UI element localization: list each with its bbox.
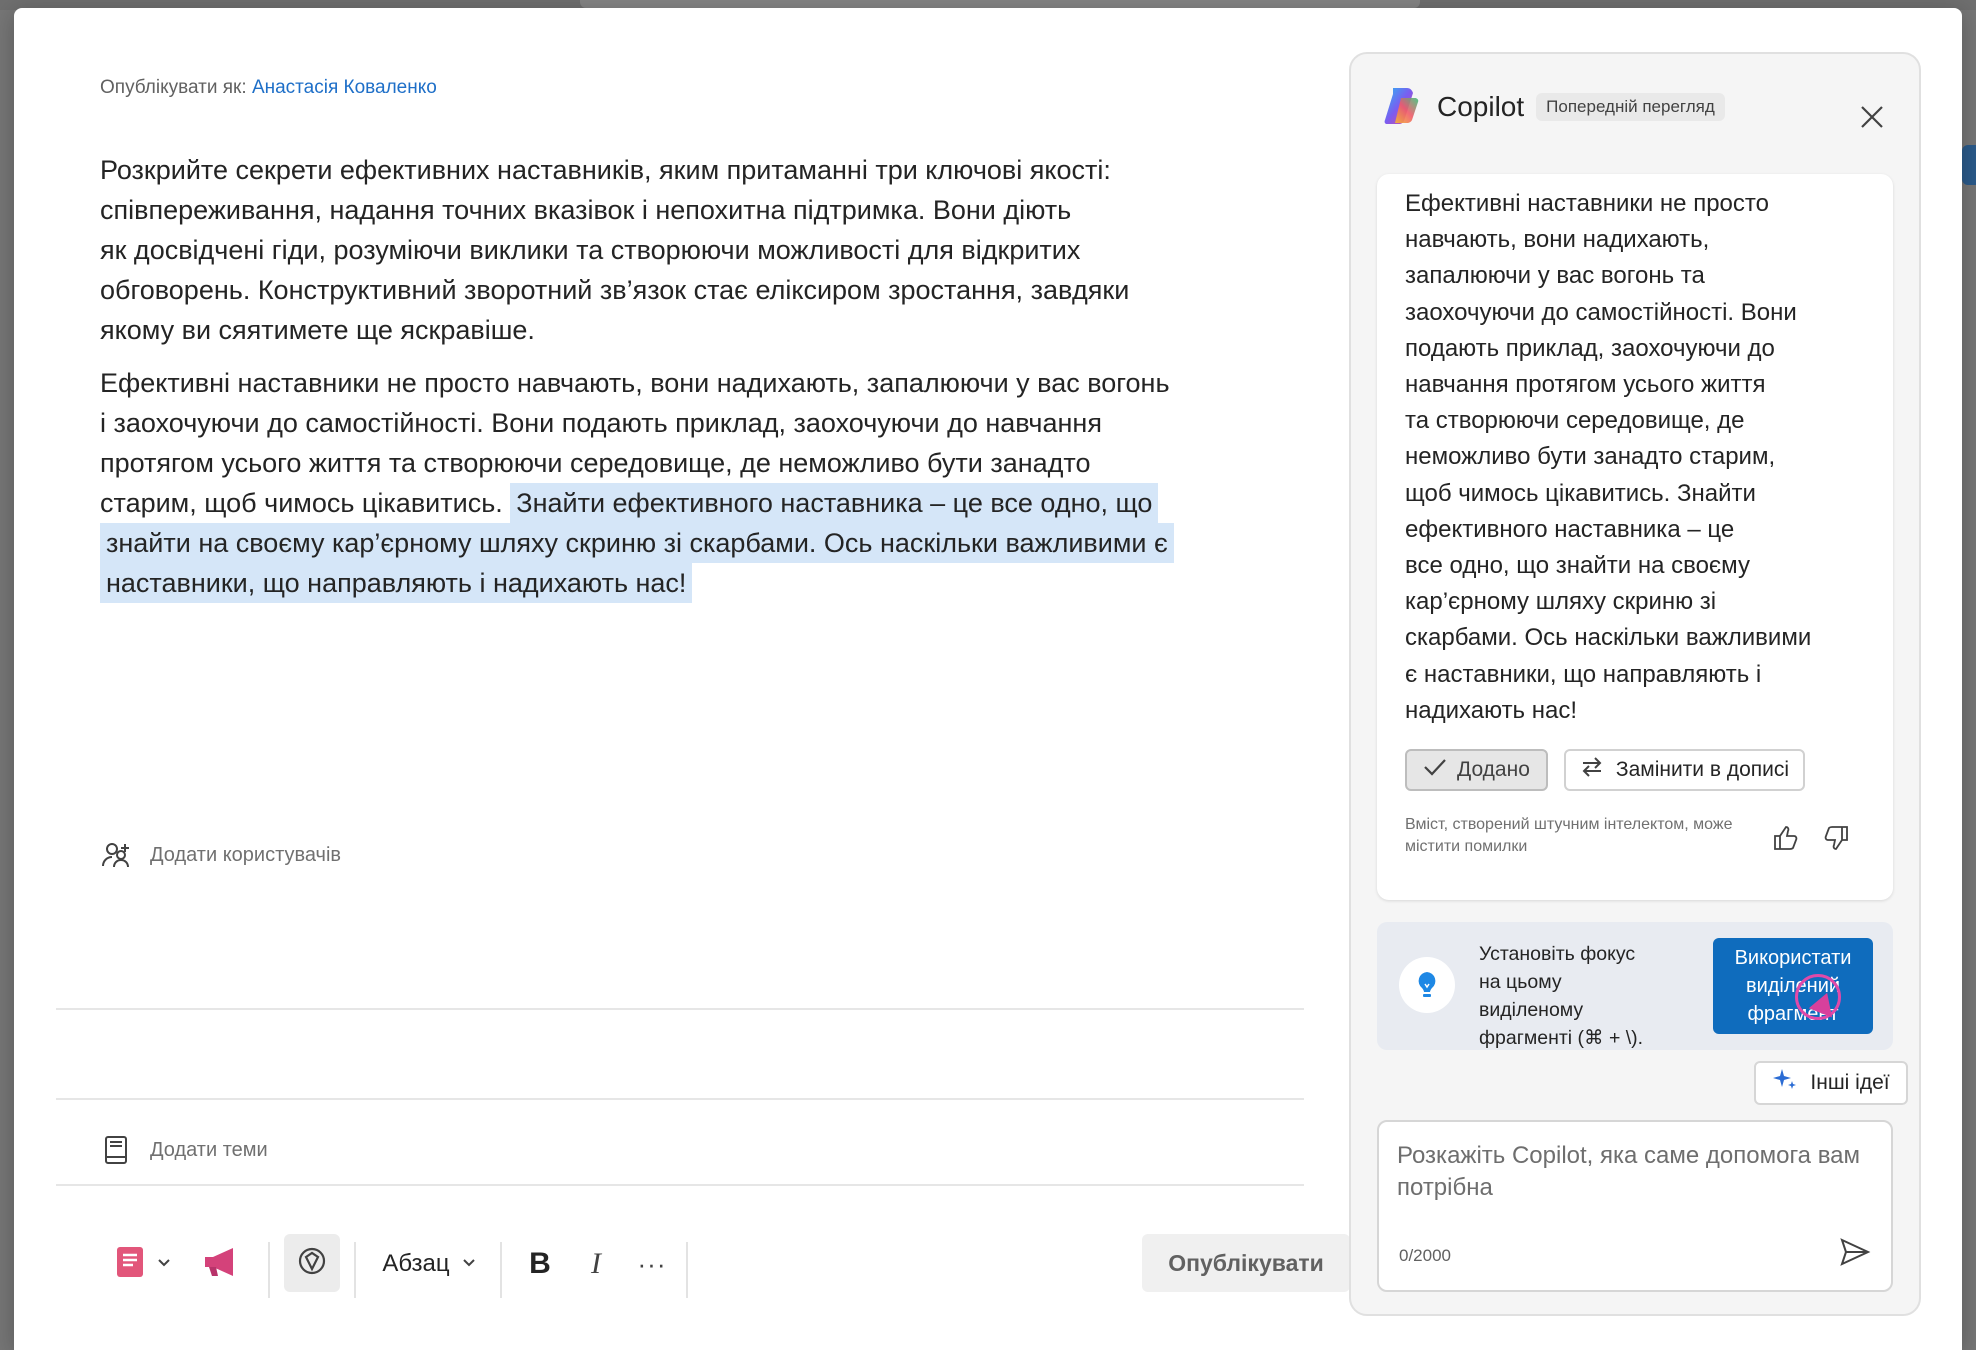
response-line: навчають, вони надихають, <box>1405 226 1710 254</box>
character-counter: 0/2000 <box>1399 1246 1451 1265</box>
send-icon <box>1839 1237 1871 1272</box>
post-type-button[interactable] <box>108 1234 178 1294</box>
add-users-label: Додати користувачів <box>150 843 342 866</box>
formatting-toolbar <box>100 1234 1324 1300</box>
copilot-header <box>1381 82 1725 132</box>
copilot-prompt-box <box>1377 1120 1893 1292</box>
send-button[interactable] <box>1835 1234 1875 1274</box>
paragraph-line: старим, щоб чимось цікавитись. <box>100 488 511 518</box>
response-line: навчання протягом усього життя <box>1405 371 1766 399</box>
use-selection-button[interactable]: Використати виділений фрагмент <box>1713 938 1873 1034</box>
ai-disclaimer: Вміст, створений штучним інтелектом, може містити помилки <box>1405 816 1733 855</box>
other-ideas-button[interactable] <box>1754 1061 1908 1105</box>
chevron-down-icon <box>157 1255 171 1273</box>
background-search-box <box>580 0 1420 8</box>
bold-button[interactable] <box>518 1234 562 1294</box>
publish-button[interactable]: Опублікувати <box>1142 1234 1350 1292</box>
copilot-pane <box>1349 52 1921 1316</box>
response-line: кар’єрному шляху скриню зі <box>1405 588 1717 616</box>
swap-arrows-icon <box>1580 755 1604 785</box>
focus-tip-text: Установіть фокус на цьому виділеному фрагменті (⌘ + \). <box>1479 943 1644 1049</box>
response-line: все одно, що знайти на своєму <box>1405 552 1750 580</box>
paragraph-line: і заохочуючи до самостійності. Вони подають приклад, заохочуючи до навчання <box>100 408 1102 438</box>
more-icon: ··· <box>637 1248 667 1279</box>
paragraph-line: протягом усього життя та створюючи середовище, де неможливо бути занадто <box>100 448 1091 478</box>
response-line: надихають нас! <box>1405 696 1577 724</box>
publish-as-line <box>100 77 437 99</box>
response-line: та створюючи середовище, де <box>1405 407 1745 435</box>
add-topics-row[interactable] <box>100 1130 268 1170</box>
added-label: Додано <box>1457 758 1530 781</box>
paragraph-line: співпереживання, надання точних вказівок і непохитна підтримка. Вони діють <box>100 195 1072 225</box>
toolbar-separator <box>500 1242 502 1298</box>
close-button[interactable] <box>1859 104 1887 132</box>
thumbs-down-icon <box>1823 839 1851 856</box>
paragraph-2[interactable] <box>100 363 1260 603</box>
chevron-down-icon <box>462 1255 476 1273</box>
preview-badge: Попередній перегляд <box>1536 93 1725 121</box>
paragraph-line: Розкрийте секрети ефективних наставників, яким притаманні три ключові якості: <box>100 155 1111 185</box>
add-users-row[interactable] <box>100 835 341 875</box>
copilot-title: Copilot <box>1437 91 1525 122</box>
post-type-icon <box>115 1245 147 1284</box>
toolbar-separator <box>268 1242 270 1298</box>
divider <box>56 1184 1304 1186</box>
copilot-icon <box>296 1245 328 1282</box>
response-line: ефективного наставника – це <box>1405 515 1735 543</box>
checkmark-icon <box>1423 757 1447 783</box>
replace-label: Замінити в дописі <box>1615 758 1790 781</box>
background-accent-tab <box>1962 145 1976 185</box>
background-right-panel <box>1962 10 1976 1350</box>
paragraph-line: Ефективні наставники не просто навчають, вони надихають, запалюючи у вас вогонь <box>100 368 1170 398</box>
response-line: заохочуючи до самостійності. Вони <box>1405 298 1797 326</box>
other-ideas-label: Інші ідеї <box>1810 1071 1890 1094</box>
italic-icon: I <box>591 1247 601 1280</box>
publish-as-label: Опублікувати як: <box>100 77 247 98</box>
author-link[interactable]: Анастасія Коваленко <box>251 77 437 98</box>
like-button[interactable] <box>1771 824 1801 854</box>
book-icon <box>100 1134 132 1166</box>
copilot-response-card <box>1377 174 1893 900</box>
paragraph-line: обговорень. Конструктивний зворотний зв’язок стає еліксиром зростання, завдяки <box>100 275 1130 305</box>
copilot-toggle-button[interactable] <box>284 1234 340 1292</box>
sparkle-icon <box>1772 1067 1798 1099</box>
paragraph-line: якому ви сяятимете ще яскравіше. <box>100 315 535 345</box>
lightbulb-icon <box>1399 957 1455 1013</box>
post-dialog <box>14 8 1962 1350</box>
divider <box>56 1098 1304 1100</box>
added-button[interactable] <box>1405 749 1548 791</box>
response-line: Ефективні наставники не просто <box>1405 190 1769 217</box>
copilot-response-text <box>1405 186 1855 729</box>
toolbar-separator <box>686 1242 688 1298</box>
response-actions <box>1405 749 1805 791</box>
replace-in-post-button[interactable] <box>1564 749 1805 791</box>
copilot-logo-icon <box>1381 84 1423 131</box>
response-line: скарбами. Ось наскільки важливими <box>1405 624 1812 652</box>
background-left-nav <box>0 10 14 1350</box>
response-line: подають приклад, заохочуючи до <box>1405 334 1775 362</box>
bold-icon: B <box>529 1247 551 1280</box>
response-line: щоб чимось цікавитись. Знайти <box>1405 479 1756 507</box>
thumbs-up-icon <box>1771 839 1799 856</box>
response-line: є наставники, що направляють і <box>1405 660 1762 688</box>
response-line: запалюючи у вас вогонь та <box>1405 262 1705 290</box>
paragraph-1[interactable] <box>100 150 1260 350</box>
close-icon <box>1859 117 1885 134</box>
focus-selection-tip <box>1377 922 1893 1050</box>
selected-text[interactable]: Знайти ефективного наставника – це все одно, що знайти на своєму кар’єрному шляху скриню зі скарбами. Ось наскільки важливими є наставники, що направляють і надихають нас! <box>100 483 1174 603</box>
response-line: неможливо бути занадто старим, <box>1405 443 1776 471</box>
divider <box>56 1008 1304 1010</box>
toolbar-separator <box>354 1242 356 1298</box>
add-topics-label: Додати теми <box>150 1138 268 1161</box>
more-options-button[interactable] <box>630 1234 674 1294</box>
post-body-editor[interactable] <box>100 150 1260 616</box>
dislike-button[interactable] <box>1823 824 1853 854</box>
paragraph-style-dropdown[interactable] <box>374 1234 484 1294</box>
italic-button[interactable] <box>574 1234 618 1294</box>
paragraph-style-label: Абзац <box>382 1250 450 1277</box>
megaphone-icon <box>201 1245 243 1284</box>
add-people-icon <box>100 839 132 871</box>
announcement-button[interactable] <box>192 1234 252 1294</box>
copilot-prompt-input[interactable] <box>1397 1140 1867 1220</box>
paragraph-line: як досвідчені гіди, розуміючи виклики та створюючи можливості для відкритих <box>100 235 1081 265</box>
